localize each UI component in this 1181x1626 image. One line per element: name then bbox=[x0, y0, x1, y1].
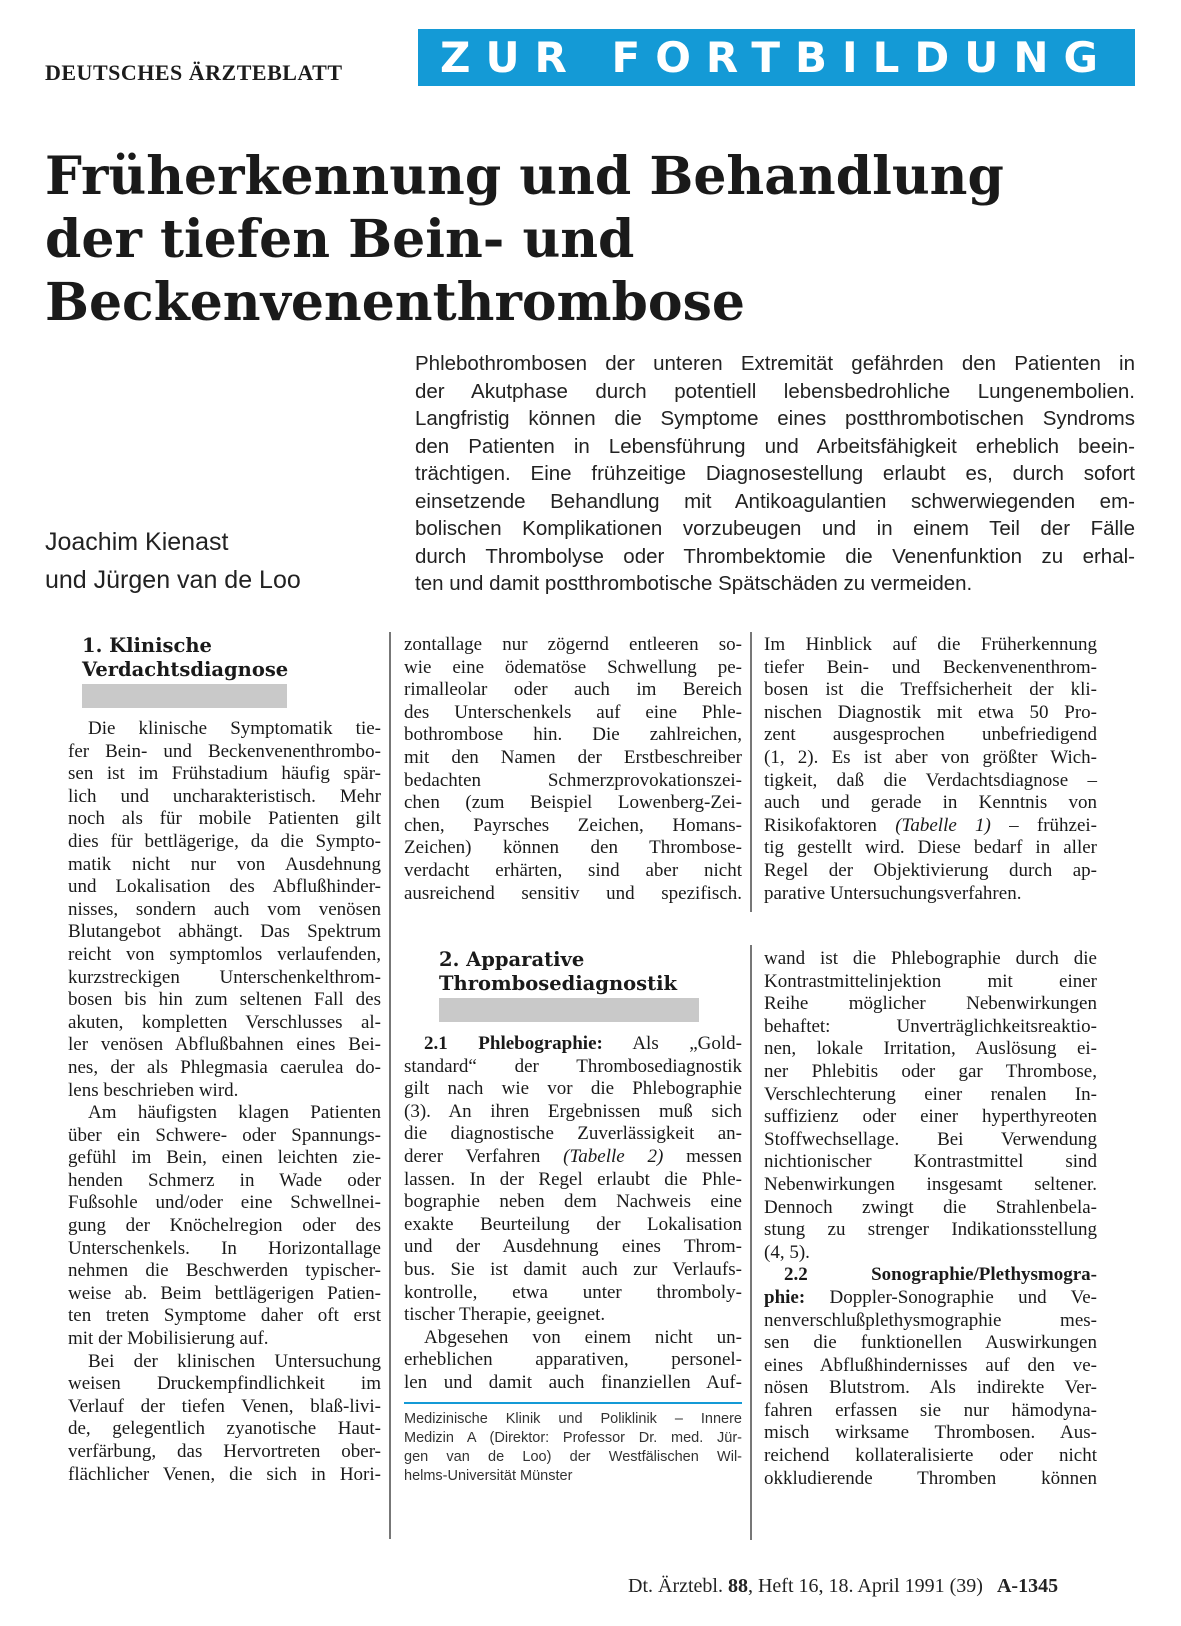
abstract-line: einsetzende Behandlung mit Antikoagulantien schwerwiegenden em- bbox=[415, 489, 1135, 513]
citation-footer: Dt. Ärztebl. 88, Heft 16, 18. April 1991 (39) A-1345 bbox=[628, 1575, 1059, 1597]
author-line: Joachim Kienast bbox=[45, 528, 229, 556]
page-number: A-1345 bbox=[996, 1575, 1059, 1597]
author-line: und Jürgen van de Loo bbox=[45, 566, 301, 594]
column-rule bbox=[389, 632, 391, 1539]
abstract-line: trächtigen. Eine frühzeitige Diagnosestellung erlaubt es, durch sofort bbox=[415, 462, 1135, 485]
journal-name: DEUTSCHES ÄRZTEBLATT bbox=[45, 60, 343, 85]
abstract bbox=[415, 350, 1135, 598]
authors bbox=[45, 523, 301, 599]
column-rule bbox=[750, 632, 752, 912]
table-1-reference: (Tabelle 1) bbox=[895, 814, 991, 836]
section-banner: ZUR FORTBILDUNG bbox=[418, 29, 1135, 86]
volume-number: 88 bbox=[727, 1575, 748, 1597]
section-heading-2: 2. Apparative Thrombosediagnostik bbox=[439, 948, 678, 995]
column-2-top: zontallage nur zögernd entleeren so- wie eine ödematöse Schwellung pe- rimalleolar oder auch im Bereich des Unterschenkels auf eine Phle- bothrombose hin. Die zahlreichen, mit den Namen der Erstbeschreiber bedachten Schmerzprovokationszei- chen (zum Beispiel Lowenberg-Zei- chen, Payrsches Zeichen, Homans- Zeichen) können den Thrombose- verdacht erhärten, sind aber nicht ausreichend sensitiv und spezifisch. bbox=[404, 634, 742, 904]
column-3-bottom: wand ist die Phlebographie durch die Kontrastmittelinjektion mit einer Reihe möglicher Nebenwirkungen behaftet: Unverträglichkeitsreaktio- nen, lokale Irritation, Auslösung ei- ner Phlebitis oder gar Thrombose, Verschlechterung einer renalen In- suffizienz oder einer hyperthyreoten Stoffwechsellage. Bei Verwendung nichtionischer Kontrastmittel sind Nebenwirkungen insgesamt seltener. Dennoch zwingt die Strahlenbela- stung zu strenger Indikationsstellung (4, 5). 2.2 Sonographie/Plethysmogra- phie: Doppler-Sonographie und Ve- nenverschlußplethysmographie mes- sen die funktionellen Auswirkungen eines Abflußhindernisses auf den ve- nösen Blutstrom. Als indirekte Ver- fahren erfassen sie nur hämodyna- misch wirksame Thrombosen. Aus- reichend kollateralisierte oder nicht okkludierende Thromben können bbox=[764, 948, 1097, 1489]
heading-underlay bbox=[82, 684, 287, 708]
table-reference-line: derer Verfahren (Tabelle 2) messen bbox=[404, 1145, 743, 1167]
title-line: Beckenvenenthrombose bbox=[45, 272, 745, 333]
abstract-line: durch Thrombolyse oder Thrombektomie die Venenfunktion zu erhal- bbox=[415, 544, 1135, 568]
abstract-line: Langfristig können die Symptome eines postthrombotischen Syndroms bbox=[415, 407, 1135, 430]
footnote-rule bbox=[404, 1402, 742, 1404]
abstract-line: der Akutphase durch potentiell lebensbedrohliche Lungenembolien. bbox=[415, 379, 1135, 403]
section-1-text: Die klinische Symptomatik tie- fer Bein- und Beckenvenenthrombo- sen ist im Frühstadium häufig spär- lich und uncharakteristisch. Mehr noch als für mobile Patienten gilt dies für bettlägerige, da die Sympto- matik nicht nur von Ausdehnung und Lokalisation des Abflußhinder- nisses, sondern auch vom venösen Blutangebot abhängt. Das Spektrum reicht von symptomlos verlaufenden, kurzstreckigen Unterschenkelthrom- bosen bis hin zum seltenen Fall des akuten, kompletten Verschlusses al- ler venösen Abflußbahnen eines Bei- nes, der als Phlegmasia caerulea do- lens beschrieben wird. Am häufigsten klagen Patienten über ein Schwere- oder Spannungs- gefühl im Bein, einen leichten zie- henden Schmerz in Wade oder Fußsohle und/oder eine Schwellnei- gung der Knöchelregion oder des Unterschenkels. In Horizontallage nehmen die Beschwerden typischer- weise ab. Beim bettlägerigen Patien- ten treten Symptome daher oft erst mit der Mobilisierung auf. Bei der klinischen Untersuchung weisen Druckempfindlichkeit im Verlauf der tiefen Venen, blaß-livi- de, gelegentlich zyanotische Haut- verfärbung, das Hervortreten ober- flächlicher Venen, die sich in Hori- bbox=[68, 718, 381, 1485]
abstract-line: Phlebothrombosen der unteren Extremität gefährden den Patienten in bbox=[415, 352, 1135, 375]
column-1 bbox=[68, 634, 381, 1486]
table-reference-line: Risikofaktoren (Tabelle 1) – frühzei- bbox=[764, 814, 1098, 836]
abstract-line: ten und damit postthrombotische Spätschäden zu vermeiden. bbox=[415, 572, 973, 595]
section-heading-1: 1. Klinische Verdachtsdiagnose bbox=[82, 634, 289, 681]
abstract-line: bolischen Komplikationen vorzubeugen und in einem Teil der Fälle bbox=[415, 517, 1135, 540]
title-line: Früherkennung und Behandlung bbox=[45, 146, 1004, 207]
column-rule bbox=[750, 945, 752, 1540]
abstract-line: den Patienten in Lebensführung und Arbeitsfähigkeit erheblich beein- bbox=[415, 434, 1135, 458]
subsection-label: 2.2 Sonographie/Plethysmogra- bbox=[784, 1264, 1097, 1286]
column-2-bottom bbox=[425, 948, 742, 1032]
title-line: der tiefen Bein- und bbox=[45, 209, 635, 270]
subsection-2-1-start: 2.1 Phlebographie: Als „Gold- bbox=[424, 1033, 743, 1054]
affiliation-footnote: Medizinische Klinik und Poliklinik – Innere Medizin A (Direktor: Professor Dr. med. Jür- gen van de Loo) der Westfälischen Wil- helms-Universität Münster bbox=[404, 1411, 742, 1484]
section-2-text: 2.1 Phlebographie: Als „Gold- standard“ der Thrombosediagnostik gilt nach wie vor die Phlebographie (3). An ihren Ergebnissen muß sich die diagnostische Zuverlässigkeit an- derer Verfahren (Tabelle 2) messen lassen. In der Regel erlaubt die Phle- bographie neben dem Nachweis eine exakte Beurteilung der Lokalisation und der Ausdehnung eines Throm- bus. Sie ist damit auch zur Verlaufs- kontrolle, etwa unter thromboly- tischer Therapie, geeignet. Abgesehen von einem nicht un- erheblichen apparativen, personel- len und damit auch finanziellen Auf- bbox=[404, 1033, 743, 1393]
article-title bbox=[45, 145, 1045, 334]
heading-underlay bbox=[439, 998, 699, 1022]
subsection-label: 2.1 Phlebographie: bbox=[424, 1033, 603, 1054]
table-2-reference: (Tabelle 2) bbox=[563, 1145, 664, 1167]
column-3-top: Im Hinblick auf die Früherkennung tiefer Bein- und Beckenvenenthrom- bosen ist die Treffsicherheit der kli- nischen Diagnostik mit etwa 50 Pro- zent ausgesprochen unbefriedigend (1, 2). Es ist aber von größter Wich- tigkeit, daß die Verdachtsdiagnose – auch und gerade in Kenntnis von Risikofaktoren (Tabelle 1) – frühzei- tig gestellt wird. Diese bedarf in aller Regel der Objektivierung durch ap- parative Untersuchungsverfahren. bbox=[764, 634, 1098, 904]
subsection-2-2-start: phie: Doppler-Sonographie und Ve- bbox=[764, 1286, 1097, 1308]
